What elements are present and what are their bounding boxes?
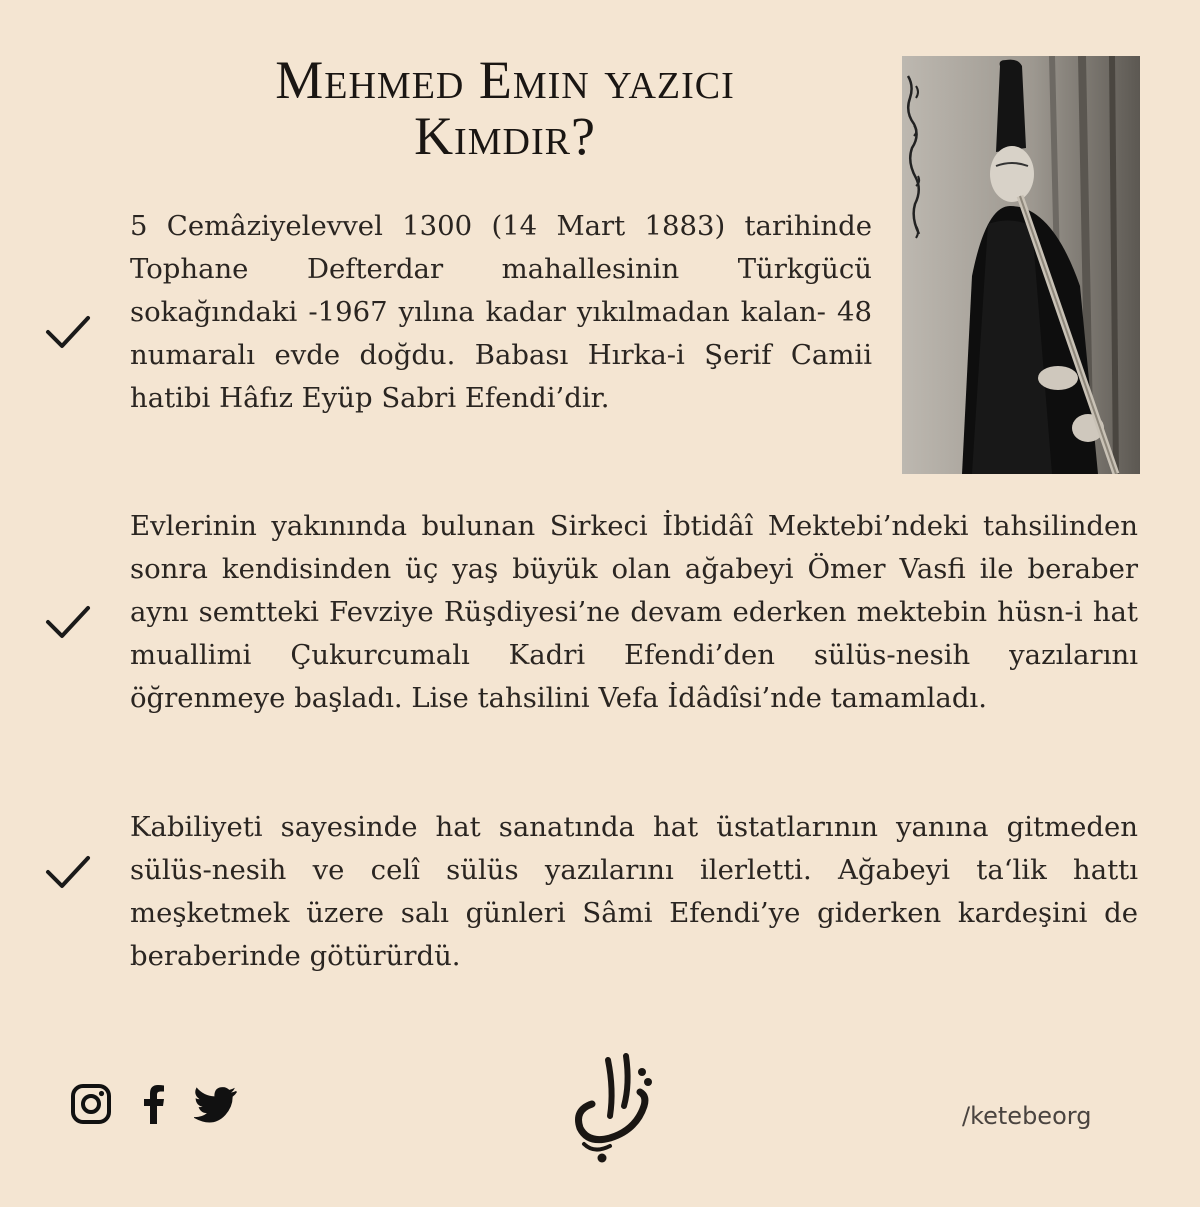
paragraph-education: Evlerinin yakınında bulunan Sirkeci İbtidâî Mektebi’ndeki tahsilinden sonra kendisinden üç yaş büyük olan ağabeyi Ömer Vasfi ile beraber aynı semtteki Fevziye Rüşdiyesi’ne devam ederken mektebin hüsn-i hat muallimi Çukurcumalı Kadri Efendi’den sülüs-nesih yazılarını öğrenmeye başladı. Lise tahsilini Vefa İdâdîsi’nde tamamladı. <box>130 510 1138 714</box>
page-title <box>150 52 860 164</box>
title-line-1: Mehmed Emin yazıcı <box>275 50 735 110</box>
paragraph-birth: 5 Cemâziyelevvel 1300 (14 Mart 1883) tarihinde Tophane Defterdar mahallesinin Türkgücü sokağındaki -1967 yılına kadar yıkılmadan kalan- 48 numaralı evde doğdu. Babası Hırka-i Şerif Camii hatibi Hâfız Eyüp Sabri Efendi’dir. <box>130 210 872 414</box>
instagram-icon[interactable] <box>69 1082 113 1126</box>
paragraph-calligraphy: Kabiliyeti sayesinde hat sanatında hat üstatlarının yanına gitmeden sülüs-nesih ve celî sülüs yazılarını ilerletti. Ağabeyi ta‘lik hattı meşketmek üzere salı günleri Sâmi Efendi’ye giderken kardeşini de beraberinde götürürdü. <box>130 811 1138 972</box>
title-line-2: Kimdir? <box>414 106 596 166</box>
twitter-icon[interactable] <box>194 1082 238 1126</box>
checkmark-icon <box>42 850 94 894</box>
ketebe-logo <box>562 1048 662 1166</box>
portrait-photo <box>902 56 1140 474</box>
checkmark-icon <box>42 600 94 644</box>
checkmark-icon <box>42 310 94 354</box>
facebook-icon[interactable] <box>132 1082 176 1126</box>
social-handle[interactable]: /ketebeorg <box>962 1102 1092 1130</box>
